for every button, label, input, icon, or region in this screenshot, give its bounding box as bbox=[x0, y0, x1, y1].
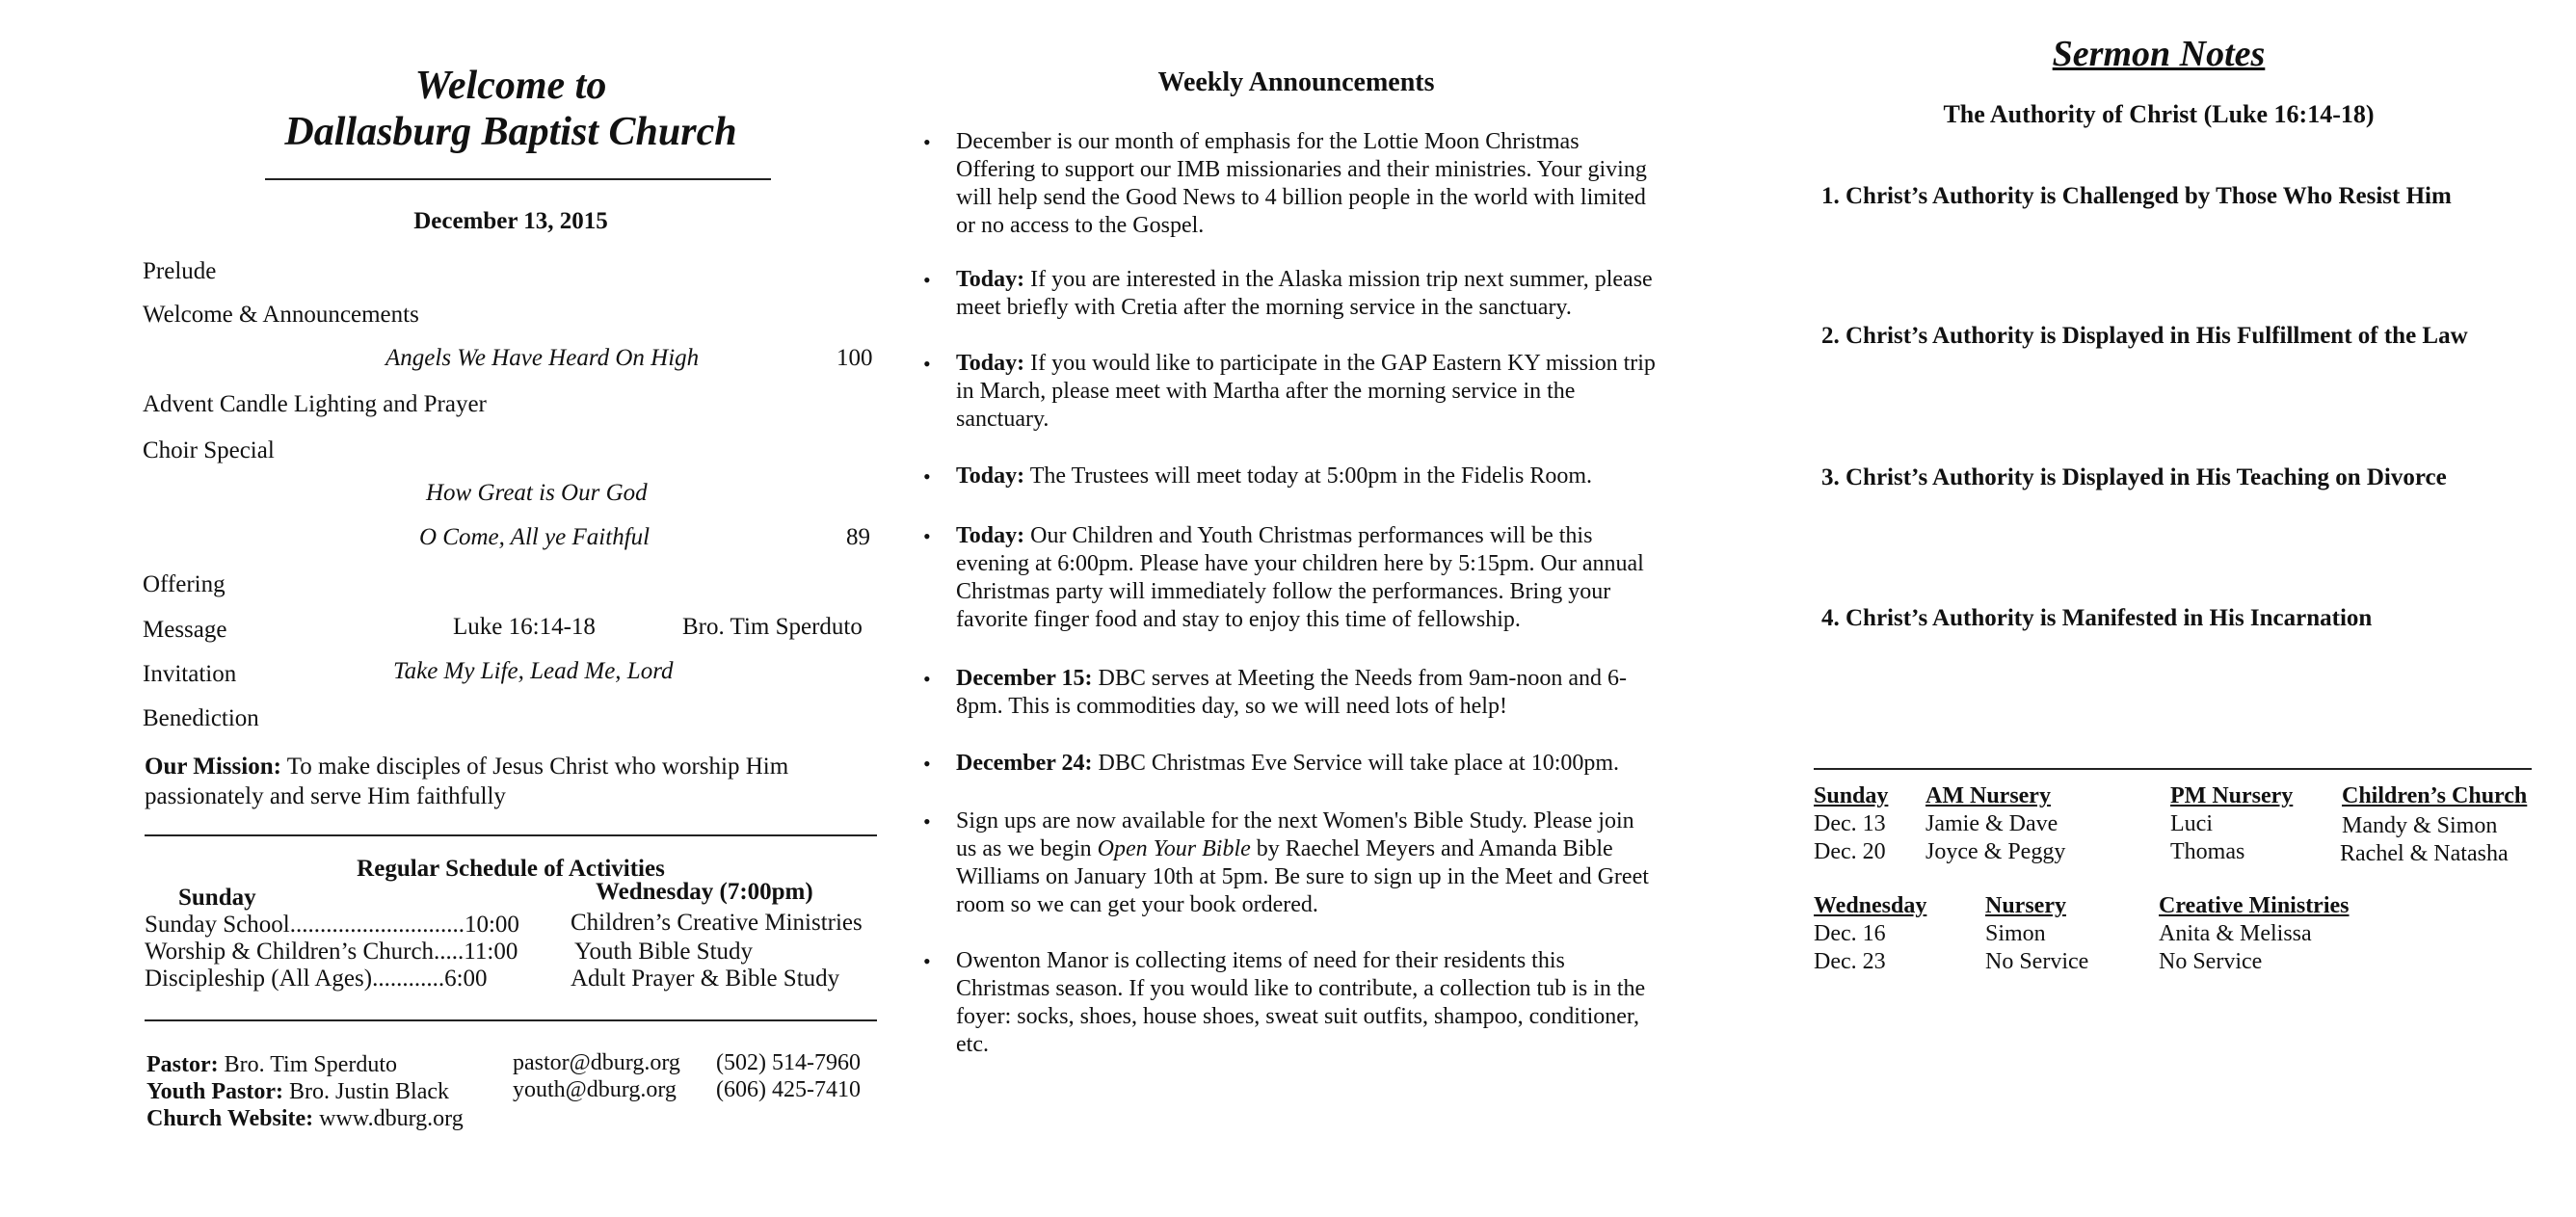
service-date: December 13, 2015 bbox=[413, 208, 608, 234]
schedule-title: Regular Schedule of Activities bbox=[357, 856, 665, 882]
pastor-email: pastor@dburg.org bbox=[513, 1050, 680, 1075]
announcement-item bbox=[923, 807, 1660, 919]
nursery-header: Creative Ministries bbox=[2159, 893, 2350, 918]
nursery-cell: Luci bbox=[2170, 811, 2213, 836]
nursery-header: Children’s Church bbox=[2342, 783, 2528, 808]
nursery-cell: Simon bbox=[1985, 921, 2046, 946]
mission-divider bbox=[145, 834, 877, 836]
announcement-item bbox=[923, 947, 1660, 1059]
bullet-icon: • bbox=[923, 809, 931, 833]
sermon-point: 2. Christ’s Authority is Displayed in His Fulfillment of the Law bbox=[1821, 323, 2468, 349]
mission-label: Our Mission: bbox=[145, 754, 281, 780]
bullet-icon: • bbox=[923, 352, 931, 376]
schedule-sunday-item: Sunday School.............................10:00 bbox=[145, 912, 519, 938]
announcement-item bbox=[923, 266, 1660, 322]
announcement-lead: December 24: bbox=[956, 751, 1093, 776]
nursery-cell: Rachel & Natasha bbox=[2340, 841, 2509, 866]
oos-hymn: How Great is Our God bbox=[426, 480, 648, 506]
nursery-header: PM Nursery bbox=[2170, 783, 2294, 808]
website-url: www.dburg.org bbox=[313, 1106, 464, 1131]
oos-scripture: Luke 16:14-18 bbox=[453, 614, 596, 640]
announcements-panel bbox=[916, 0, 1677, 1217]
nursery-cell: Jamie & Dave bbox=[1925, 811, 2058, 836]
title-divider bbox=[265, 178, 771, 180]
sermon-notes-title: Sermon Notes bbox=[2052, 34, 2266, 74]
oos-benediction: Benediction bbox=[143, 705, 259, 731]
schedule-sunday-item: Discipleship (All Ages)............6:00 bbox=[145, 966, 488, 992]
announcement-lead: Today: bbox=[956, 351, 1025, 376]
bullet-icon: • bbox=[923, 130, 931, 154]
announcement-lead: Today: bbox=[956, 463, 1025, 489]
mission-statement bbox=[145, 752, 877, 811]
oos-message: Message bbox=[143, 617, 227, 643]
mission-text: To make disciples of Jesus Christ who worship Him passionately and serve Him faithfully bbox=[145, 754, 789, 809]
nursery-cell: Dec. 13 bbox=[1814, 811, 1886, 836]
oos-advent: Advent Candle Lighting and Prayer bbox=[143, 391, 487, 417]
announcement-item bbox=[923, 750, 1660, 778]
oos-choir: Choir Special bbox=[143, 437, 275, 463]
nursery-cell: Dec. 23 bbox=[1814, 949, 1886, 974]
oos-hymn-number: 100 bbox=[837, 345, 873, 371]
nursery-divider bbox=[1814, 768, 2532, 770]
nursery-cell: No Service bbox=[2159, 949, 2263, 974]
oos-offering: Offering bbox=[143, 571, 226, 597]
sermon-point: 4. Christ’s Authority is Manifested in His Incarnation bbox=[1821, 605, 2373, 631]
schedule-sunday-header: Sunday bbox=[178, 885, 256, 911]
announcement-text: Sign ups are now available for the next Women's Bible Study. Please join us as we begin bbox=[956, 808, 1634, 861]
nursery-cell: Dec. 16 bbox=[1814, 921, 1886, 946]
youth-pastor-line bbox=[146, 1079, 449, 1105]
nursery-cell: Anita & Melissa bbox=[2159, 921, 2312, 946]
oos-hymn: Angels We Have Heard On High bbox=[385, 345, 700, 371]
announcements-title: Weekly Announcements bbox=[1157, 67, 1435, 97]
announcement-text: The Trustees will meet today at 5:00pm in the Fidelis Room. bbox=[1024, 463, 1593, 489]
youth-pastor-label: Youth Pastor: bbox=[146, 1079, 283, 1104]
schedule-sunday-item: Worship & Children’s Church.....11:00 bbox=[145, 939, 518, 965]
sermon-point: 1. Christ’s Authority is Challenged by Those Who Resist Him bbox=[1821, 183, 2452, 209]
oos-hymn-number: 89 bbox=[846, 524, 870, 550]
sermon-notes-panel bbox=[1812, 0, 2544, 1217]
announcement-text: by Raechel Meyers and Amanda Bible Williams on January 10th at 5pm. Be sure to sign up in the Meet and Greet room so we can get your book ordered. bbox=[956, 836, 1649, 917]
announcement-text: Our Children and Youth Christmas performances will be this evening at 6:00pm. Please have your children here by 5:15pm. Our annual Christmas party will immediately follow the performances. Bring your favorite finger food and stay to enjoy this time of fellowship. bbox=[956, 523, 1644, 632]
announcement-text: December is our month of emphasis for the Lottie Moon Christmas Offering to support our IMB missionaries and their ministries. Your giving will help send the Good News to 4 billion people in the world with limited or no access to the Gospel. bbox=[956, 129, 1647, 238]
book-title: Open Your Bible bbox=[1097, 836, 1251, 861]
nursery-cell: Dec. 20 bbox=[1814, 839, 1886, 864]
welcome-line-2: Dallasburg Baptist Church bbox=[284, 110, 737, 154]
announcement-lead: Today: bbox=[956, 267, 1025, 292]
website-label: Church Website: bbox=[146, 1106, 314, 1131]
nursery-cell: Mandy & Simon bbox=[2342, 813, 2498, 838]
bullet-icon: • bbox=[923, 268, 931, 292]
pastor-line bbox=[146, 1052, 397, 1078]
welcome-line-1: Welcome to bbox=[414, 64, 607, 108]
announcement-item bbox=[923, 350, 1660, 434]
nursery-header: Sunday bbox=[1814, 783, 1889, 808]
announcement-item bbox=[923, 665, 1660, 721]
sermon-point: 3. Christ’s Authority is Displayed in His Teaching on Divorce bbox=[1821, 464, 2447, 490]
schedule-divider bbox=[145, 1019, 877, 1021]
announcement-text: If you are interested in the Alaska mission trip next summer, please meet briefly with Cretia after the morning service in the sanctuary. bbox=[956, 267, 1653, 320]
youth-phone: (606) 425-7410 bbox=[716, 1077, 861, 1102]
oos-hymn: O Come, All ye Faithful bbox=[419, 524, 651, 550]
bullet-icon: • bbox=[923, 464, 931, 489]
bulletin-panel bbox=[135, 0, 887, 1217]
announcement-text: DBC serves at Meeting the Needs from 9am-noon and 6-8pm. This is commodities day, so we will need lots of help! bbox=[956, 666, 1628, 719]
nursery-header: AM Nursery bbox=[1925, 783, 2051, 808]
pastor-phone: (502) 514-7960 bbox=[716, 1050, 861, 1075]
oos-invitation: Invitation bbox=[143, 661, 237, 687]
schedule-wednesday-header: Wednesday (7:00pm) bbox=[596, 879, 813, 905]
nursery-cell: No Service bbox=[1985, 949, 2089, 974]
church-welcome-title bbox=[135, 63, 887, 155]
announcement-item bbox=[923, 128, 1660, 240]
sermon-subtitle: The Authority of Christ (Luke 16:14-18) bbox=[1943, 100, 2375, 128]
schedule-wednesday-item: Adult Prayer & Bible Study bbox=[571, 966, 840, 992]
oos-speaker: Bro. Tim Sperduto bbox=[682, 614, 863, 640]
announcement-item bbox=[923, 463, 1660, 490]
bullet-icon: • bbox=[923, 524, 931, 548]
bullet-icon: • bbox=[923, 752, 931, 776]
nursery-header: Nursery bbox=[1985, 893, 2066, 918]
schedule-wednesday-item: Youth Bible Study bbox=[574, 939, 754, 965]
oos-hymn: Take My Life, Lead Me, Lord bbox=[393, 658, 674, 684]
announcement-lead: December 15: bbox=[956, 666, 1093, 691]
schedule-wednesday-item: Children’s Creative Ministries bbox=[571, 910, 863, 936]
announcement-text: Owenton Manor is collecting items of need for their residents this Christmas season. If you would like to contribute, a collection tub is in the foyer: socks, shoes, house shoes, sweat suit outfits, shampoo, conditioner, etc. bbox=[956, 948, 1646, 1057]
oos-prelude: Prelude bbox=[143, 258, 217, 284]
pastor-name: Bro. Tim Sperduto bbox=[218, 1052, 398, 1077]
announcement-lead: Today: bbox=[956, 523, 1025, 548]
youth-email: youth@dburg.org bbox=[513, 1077, 677, 1102]
nursery-cell: Joyce & Peggy bbox=[1925, 839, 2066, 864]
oos-welcome: Welcome & Announcements bbox=[143, 302, 419, 328]
nursery-header: Wednesday bbox=[1814, 893, 1927, 918]
announcement-item bbox=[923, 522, 1660, 634]
bullet-icon: • bbox=[923, 667, 931, 691]
nursery-cell: Thomas bbox=[2170, 839, 2245, 864]
announcement-text: DBC Christmas Eve Service will take place at 10:00pm. bbox=[1092, 751, 1620, 776]
pastor-label: Pastor: bbox=[146, 1052, 219, 1077]
announcement-text: If you would like to participate in the GAP Eastern KY mission trip in March, please meet with Martha after the morning service in the sanctuary. bbox=[956, 351, 1656, 432]
bullet-icon: • bbox=[923, 949, 931, 973]
website-line bbox=[146, 1106, 464, 1132]
youth-pastor-name: Bro. Justin Black bbox=[283, 1079, 449, 1104]
